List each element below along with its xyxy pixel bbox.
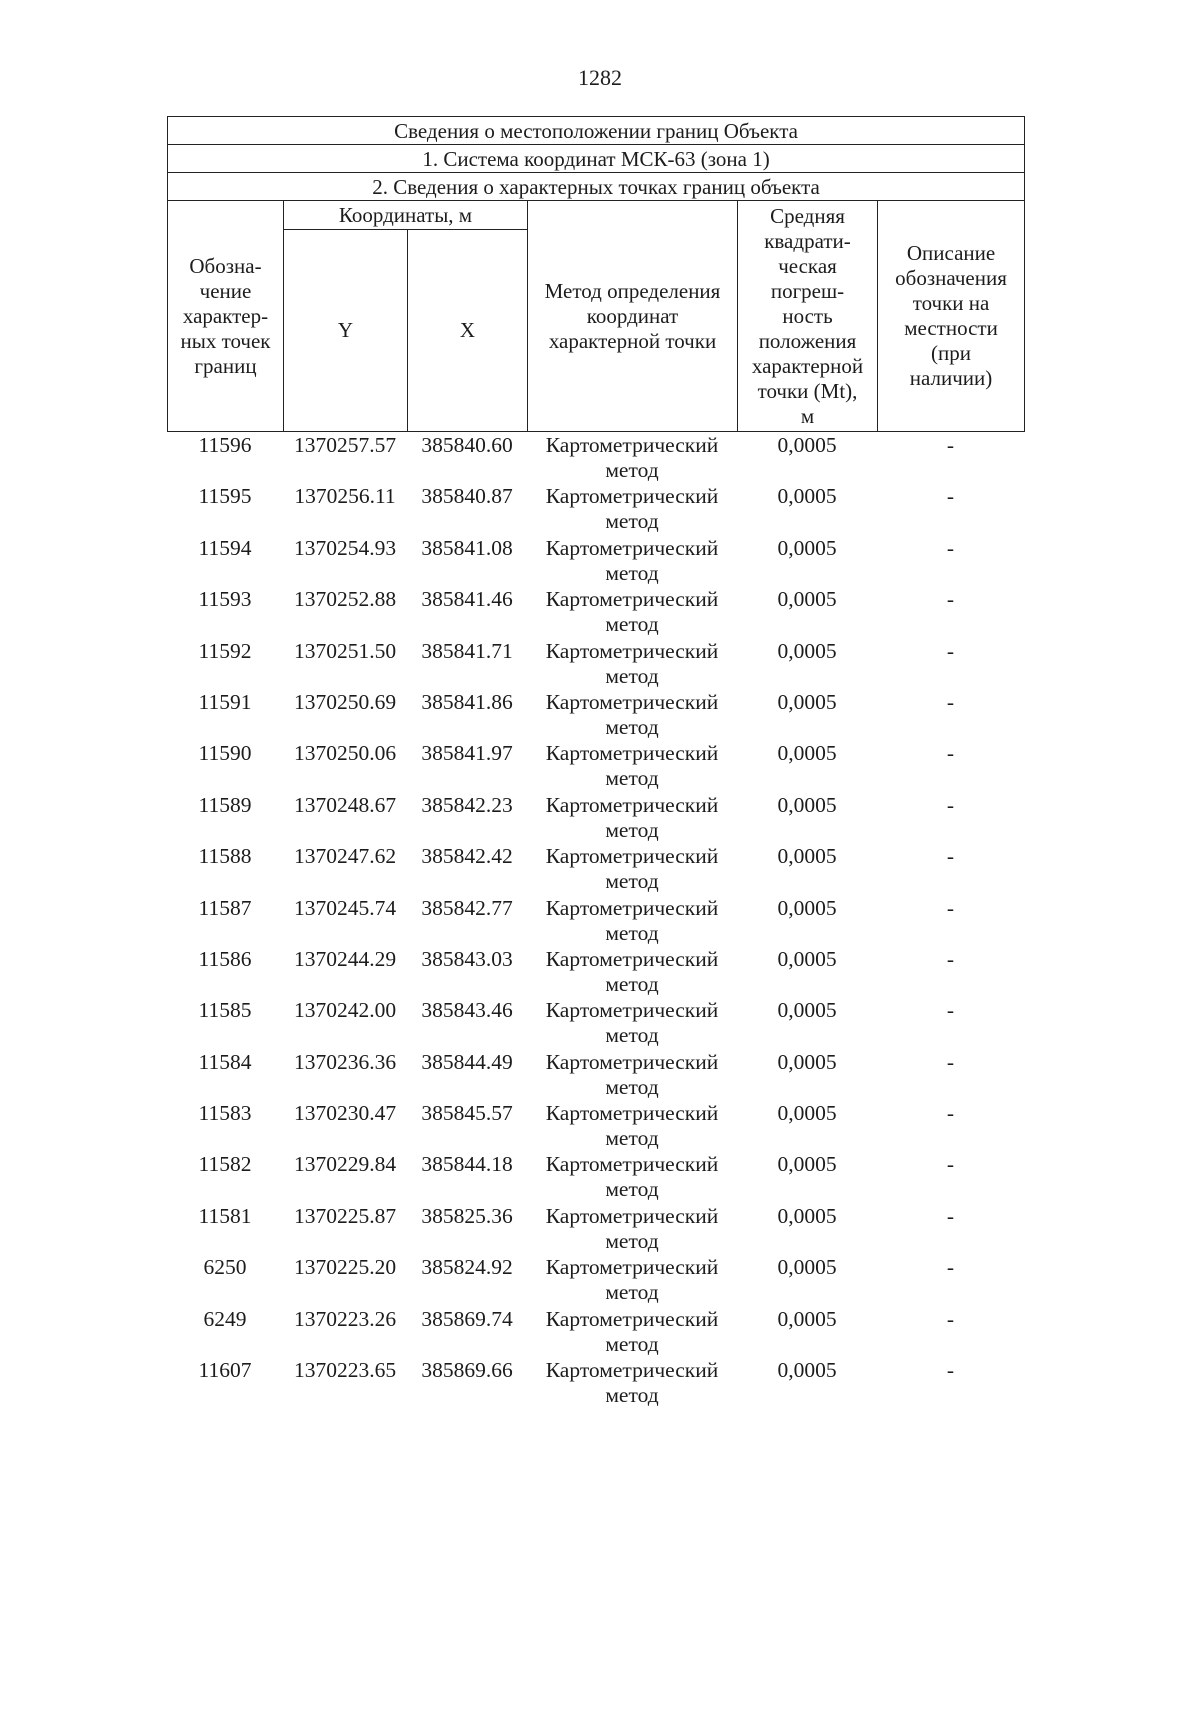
point-id-cell: 11585 xyxy=(198,998,252,1023)
x-coordinate-cell: 385842.77 xyxy=(421,895,513,920)
header-line: наличии) xyxy=(909,366,993,390)
point-id-cell: 11593 xyxy=(198,587,252,612)
header-line: характер- xyxy=(182,303,269,328)
description-cell: - xyxy=(946,535,955,560)
description-cell: - xyxy=(946,1101,955,1126)
table-row xyxy=(167,1255,1024,1306)
method-cell: Картометрический метод xyxy=(545,689,719,739)
header-line: м xyxy=(800,403,815,428)
point-id-cell: 11591 xyxy=(198,689,252,714)
error-cell: 0,0005 xyxy=(777,792,837,817)
x-coordinate-cell: 385845.57 xyxy=(421,1101,513,1126)
x-coordinate-cell: 385842.42 xyxy=(421,844,513,869)
table-row xyxy=(167,844,1024,895)
table-row xyxy=(167,741,1024,792)
x-coordinate-cell: 385869.74 xyxy=(421,1306,513,1331)
y-coordinate-header: Y xyxy=(284,230,408,432)
description-cell: - xyxy=(946,946,955,971)
header-line: ность xyxy=(782,303,833,328)
method-cell: Картометрический метод xyxy=(545,792,719,842)
section-title-row xyxy=(168,173,1025,201)
header-line: ческая xyxy=(778,253,837,278)
method-header xyxy=(528,201,738,432)
y-coordinate-cell: 1370251.50 xyxy=(293,638,397,663)
error-cell: 0,0005 xyxy=(777,689,837,714)
error-cell: 0,0005 xyxy=(777,1152,837,1177)
header-line: Описание xyxy=(906,241,996,265)
header-line: координат xyxy=(586,303,679,328)
table-row xyxy=(167,998,1024,1049)
error-header xyxy=(738,201,878,432)
header-line: характерной точки xyxy=(548,328,717,353)
error-cell: 0,0005 xyxy=(777,1049,837,1074)
table-title: Сведения о местоположении границ Объекта xyxy=(168,117,1025,145)
table-row xyxy=(167,1050,1024,1101)
y-coordinate-cell: 1370236.36 xyxy=(293,1049,397,1074)
error-cell: 0,0005 xyxy=(777,484,837,509)
error-cell: 0,0005 xyxy=(777,535,837,560)
error-cell: 0,0005 xyxy=(777,1203,837,1228)
table-title-row xyxy=(168,117,1025,145)
header-line: Обозна- xyxy=(189,253,262,278)
error-cell: 0,0005 xyxy=(777,587,837,612)
x-coordinate-cell: 385825.36 xyxy=(421,1203,513,1228)
header-line: границ xyxy=(194,353,257,378)
table-row xyxy=(167,1358,1024,1409)
header-line: обозначения xyxy=(895,266,1007,290)
y-coordinate-cell: 1370223.26 xyxy=(293,1306,397,1331)
table-row xyxy=(167,484,1024,535)
x-coordinate-header: X xyxy=(408,230,528,432)
error-cell: 0,0005 xyxy=(777,1255,837,1280)
description-cell: - xyxy=(946,587,955,612)
x-coordinate-cell: 385844.18 xyxy=(421,1152,513,1177)
error-cell: 0,0005 xyxy=(777,1306,837,1331)
header-line: характерной xyxy=(751,353,864,378)
column-header-row xyxy=(168,201,1025,230)
x-coordinate-cell: 385843.46 xyxy=(421,998,513,1023)
method-cell: Картометрический метод xyxy=(545,895,719,945)
y-coordinate-cell: 1370257.57 xyxy=(293,433,397,457)
method-cell: Картометрический метод xyxy=(545,1306,719,1356)
method-cell: Картометрический метод xyxy=(545,587,719,637)
description-cell: - xyxy=(946,1203,955,1228)
y-coordinate-cell: 1370248.67 xyxy=(293,792,397,817)
method-cell: Картометрический метод xyxy=(545,1358,719,1408)
header-line: квадрати- xyxy=(764,228,851,253)
point-id-cell: 11582 xyxy=(198,1152,252,1177)
y-coordinate-cell: 1370252.88 xyxy=(293,587,397,612)
description-cell: - xyxy=(946,1358,955,1383)
method-cell: Картометрический метод xyxy=(545,1101,719,1151)
point-id-cell: 11590 xyxy=(198,741,252,766)
method-cell: Картометрический метод xyxy=(545,1203,719,1253)
table-row xyxy=(167,536,1024,587)
point-id-cell: 6250 xyxy=(203,1255,247,1280)
description-cell: - xyxy=(946,484,955,509)
page-number: 1282 xyxy=(578,65,622,90)
description-cell: - xyxy=(946,433,955,457)
error-cell: 0,0005 xyxy=(777,1101,837,1126)
table-row xyxy=(167,1204,1024,1255)
error-cell: 0,0005 xyxy=(777,638,837,663)
y-coordinate-cell: 1370247.62 xyxy=(293,844,397,869)
error-cell: 0,0005 xyxy=(777,998,837,1023)
y-coordinate-cell: 1370223.65 xyxy=(293,1358,397,1383)
coordinate-system-row xyxy=(168,145,1025,173)
error-cell: 0,0005 xyxy=(777,433,837,457)
error-cell: 0,0005 xyxy=(777,946,837,971)
x-coordinate-cell: 385841.86 xyxy=(421,689,513,714)
description-cell: - xyxy=(946,1255,955,1280)
x-coordinate-cell: 385841.08 xyxy=(421,535,513,560)
header-line: чение xyxy=(199,278,252,303)
point-id-cell: 11595 xyxy=(198,484,252,509)
method-cell: Картометрический метод xyxy=(545,638,719,688)
table-row xyxy=(167,1101,1024,1152)
header-line: (при xyxy=(931,341,972,365)
point-id-cell: 11607 xyxy=(198,1358,252,1383)
point-id-cell: 11596 xyxy=(198,433,252,457)
y-coordinate-cell: 1370250.06 xyxy=(293,741,397,766)
description-cell: - xyxy=(946,792,955,817)
boundary-points-rows xyxy=(167,433,1024,1409)
table-row xyxy=(167,433,1024,484)
header-line: ных точек xyxy=(180,328,271,353)
x-coordinate-cell: 385824.92 xyxy=(421,1255,513,1280)
x-coordinate-cell: 385869.66 xyxy=(421,1358,513,1383)
method-cell: Картометрический метод xyxy=(545,1255,719,1305)
header-line: точки на xyxy=(912,291,990,315)
description-header xyxy=(878,201,1025,432)
y-coordinate-cell: 1370250.69 xyxy=(293,689,397,714)
x-coordinate-cell: 385843.03 xyxy=(421,946,513,971)
table-row xyxy=(167,947,1024,998)
table-row xyxy=(167,639,1024,690)
x-coordinate-cell: 385840.60 xyxy=(421,433,513,457)
y-coordinate-cell: 1370230.47 xyxy=(293,1101,397,1126)
point-id-cell: 11587 xyxy=(198,895,252,920)
x-coordinate-cell: 385844.49 xyxy=(421,1049,513,1074)
method-cell: Картометрический метод xyxy=(545,998,719,1048)
description-cell: - xyxy=(946,1152,955,1177)
x-coordinate-cell: 385840.87 xyxy=(421,484,513,509)
description-cell: - xyxy=(946,1049,955,1074)
table-row xyxy=(167,587,1024,638)
header-line: Метод определения xyxy=(544,278,721,303)
x-coordinate-cell: 385841.46 xyxy=(421,587,513,612)
method-cell: Картометрический метод xyxy=(545,1152,719,1202)
section-title: 2. Сведения о характерных точках границ объекта xyxy=(168,173,1025,201)
description-cell: - xyxy=(946,689,955,714)
description-cell: - xyxy=(946,741,955,766)
table-row xyxy=(167,1152,1024,1203)
method-cell: Картометрический метод xyxy=(545,844,719,894)
y-coordinate-cell: 1370225.20 xyxy=(293,1255,397,1280)
header-line: точки (Mt), xyxy=(757,378,858,403)
error-cell: 0,0005 xyxy=(777,741,837,766)
y-coordinate-cell: 1370256.11 xyxy=(294,484,396,509)
y-coordinate-cell: 1370229.84 xyxy=(293,1152,397,1177)
table-row xyxy=(167,896,1024,947)
header-line: погреш- xyxy=(770,278,845,303)
error-cell: 0,0005 xyxy=(777,1358,837,1383)
y-coordinate-cell: 1370225.87 xyxy=(293,1203,397,1228)
x-coordinate-cell: 385842.23 xyxy=(421,792,513,817)
point-id-cell: 11586 xyxy=(198,946,252,971)
description-cell: - xyxy=(946,638,955,663)
y-coordinate-cell: 1370245.74 xyxy=(293,895,397,920)
method-cell: Картометрический метод xyxy=(545,535,719,585)
method-cell: Картометрический метод xyxy=(545,741,719,791)
y-coordinate-cell: 1370242.00 xyxy=(293,998,397,1023)
method-cell: Картометрический метод xyxy=(545,1049,719,1099)
point-id-cell: 11581 xyxy=(198,1203,252,1228)
x-coordinate-cell: 385841.97 xyxy=(421,741,513,766)
error-cell: 0,0005 xyxy=(777,844,837,869)
description-cell: - xyxy=(946,1306,955,1331)
method-cell: Картометрический метод xyxy=(545,946,719,996)
table-row xyxy=(167,690,1024,741)
point-id-cell: 11583 xyxy=(198,1101,252,1126)
point-id-cell: 11589 xyxy=(198,792,252,817)
boundary-points-table-header xyxy=(167,116,1025,432)
point-id-cell: 6249 xyxy=(203,1306,247,1331)
y-coordinate-cell: 1370254.93 xyxy=(293,535,397,560)
table-row xyxy=(167,793,1024,844)
y-coordinate-cell: 1370244.29 xyxy=(293,946,397,971)
point-id-cell: 11592 xyxy=(198,638,252,663)
error-cell: 0,0005 xyxy=(777,895,837,920)
coordinate-system: 1. Система координат МСК-63 (зона 1) xyxy=(168,145,1025,173)
header-line: местности xyxy=(904,316,998,340)
x-coordinate-cell: 385841.71 xyxy=(421,638,513,663)
description-cell: - xyxy=(946,998,955,1023)
method-cell: Картометрический метод xyxy=(545,433,719,482)
description-cell: - xyxy=(946,844,955,869)
header-line: положения xyxy=(758,328,857,353)
header-line: Средняя xyxy=(770,203,845,228)
description-cell: - xyxy=(946,895,955,920)
point-id-header xyxy=(168,201,284,432)
point-id-cell: 11584 xyxy=(198,1049,252,1074)
point-id-cell: 11588 xyxy=(198,844,252,869)
point-id-cell: 11594 xyxy=(198,535,252,560)
table-row xyxy=(167,1307,1024,1358)
method-cell: Картометрический метод xyxy=(545,484,719,534)
coordinates-header: Координаты, м xyxy=(284,201,528,230)
